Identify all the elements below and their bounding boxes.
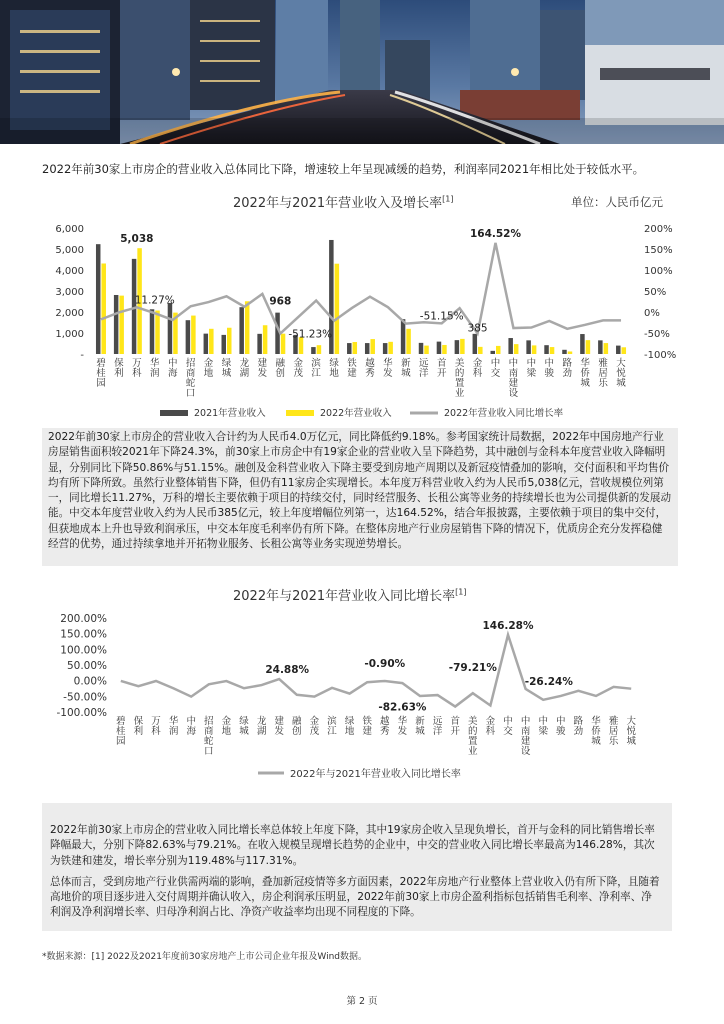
x-tick-label: 中交: [490, 358, 501, 379]
page-number: 第 2 页: [346, 996, 378, 1007]
x-tick-label: 滨江: [311, 358, 321, 379]
bar-2021: [526, 340, 531, 354]
legend-swatch-2021: [160, 410, 188, 416]
x-tick-label: 华侨城: [591, 716, 601, 747]
bar-2022: [496, 346, 501, 354]
bar-2022: [532, 345, 537, 354]
data-label: -82.63%: [378, 701, 427, 714]
bar-2021: [437, 342, 442, 354]
x-tick-label: 路劲: [562, 358, 572, 379]
x-tick-label: 绿城: [239, 716, 249, 737]
x-tick-label: 华侨城: [580, 358, 590, 389]
bar-2021: [150, 309, 155, 354]
bar-2022: [209, 329, 214, 354]
chart1-title: [233, 192, 454, 211]
legend-label: 2022年与2021年营业收入同比增长率: [290, 769, 461, 780]
x-tick-label: 绿地: [329, 358, 339, 379]
data-label: 11.27%: [134, 294, 175, 307]
intro-paragraph: 2022年前30家上市房企的营业收入总体同比下降，增速较上年呈现减缓的趋势，利润率同2021年相比处于较低水平。: [42, 162, 645, 176]
legend-label-2022: 2022年营业收入: [320, 408, 392, 419]
x-tick-label: 中梁: [538, 716, 548, 737]
bar-2022: [317, 345, 322, 354]
data-label: 24.88%: [265, 664, 310, 677]
bar-2021: [168, 303, 173, 354]
analysis-box-1: [42, 428, 678, 566]
data-label: 968: [269, 295, 292, 308]
y-right-tick-label: 100%: [644, 266, 673, 277]
growth-rate-line: [101, 243, 621, 334]
bar-2021: [96, 244, 101, 354]
data-label: -0.90%: [364, 657, 406, 670]
x-tick-label: 龙湖: [239, 358, 250, 379]
x-tick-label: 铁建: [347, 358, 357, 379]
x-tick-label: 越秀: [365, 358, 375, 379]
bar-2022: [263, 325, 268, 354]
x-tick-label: 雅居乐: [598, 358, 608, 389]
x-tick-label: 越秀: [380, 716, 390, 737]
x-tick-label: 碧桂园: [116, 716, 126, 747]
x-tick-label: 雅居乐: [608, 716, 619, 747]
x-tick-label: 招商蛇口: [185, 358, 196, 399]
data-label: 5,038: [120, 233, 154, 246]
bar-2022: [245, 301, 250, 354]
y-tick-label: 0.00%: [73, 675, 107, 688]
y-left-tick-label: 2,000: [55, 308, 84, 319]
chart1-footnote-mark: [1]: [442, 194, 454, 204]
bar-2022: [604, 343, 609, 354]
bar-2022: [119, 296, 124, 354]
x-tick-label: 绿地: [344, 716, 355, 737]
x-tick-label: 大悦城: [626, 716, 636, 747]
x-tick-label: 融创: [292, 716, 302, 737]
growth-rate-line-chart: [0, 603, 724, 788]
x-tick-label: 华润: [150, 358, 160, 379]
chart2-title-text: 2022年与2021年营业收入同比增长率: [233, 589, 456, 604]
legend-label-2021: 2021年营业收入: [194, 408, 266, 419]
bar-2022: [335, 264, 340, 354]
y-tick-label: -100.00%: [56, 707, 107, 719]
bar-2022: [514, 344, 519, 354]
data-label: -79.21%: [448, 662, 497, 675]
x-tick-label: 万科: [151, 716, 161, 737]
y-right-tick-label: -50%: [644, 329, 670, 340]
x-tick-label: 保利: [133, 716, 144, 737]
x-tick-label: 龙湖: [256, 716, 267, 737]
x-tick-label: 建发: [274, 716, 284, 737]
x-tick-label: 大悦城: [616, 358, 626, 389]
bar-2022: [622, 347, 627, 354]
x-tick-label: 金茂: [293, 358, 303, 379]
x-tick-label: 新城: [401, 358, 411, 379]
y-left-tick-label: 1,000: [55, 329, 84, 340]
y-right-tick-label: 200%: [644, 224, 673, 235]
bar-2021: [186, 320, 191, 354]
x-tick-label: 招商蛇口: [204, 716, 214, 757]
y-left-tick-label: -: [80, 350, 84, 361]
x-tick-label: 中梁: [526, 358, 537, 379]
bar-2022: [370, 339, 375, 354]
bar-2022: [442, 345, 447, 354]
chart2-title: [233, 585, 467, 604]
y-right-tick-label: 150%: [644, 245, 673, 256]
x-tick-label: 远洋: [419, 358, 429, 379]
bar-2021: [455, 340, 460, 354]
y-right-tick-label: 0%: [644, 308, 660, 319]
x-tick-label: 路劲: [573, 716, 584, 737]
bar-2022: [460, 339, 465, 354]
bar-2021: [383, 343, 388, 354]
chart1-title-text: 2022年与2021年营业收入及增长率: [233, 196, 443, 211]
bar-2022: [586, 340, 591, 354]
bar-2022: [281, 334, 286, 354]
bar-2021: [347, 343, 352, 354]
x-tick-label: 中骏: [556, 716, 566, 737]
x-tick-label: 中骏: [544, 358, 555, 379]
y-left-tick-label: 3,000: [55, 287, 84, 298]
x-tick-label: 金科: [485, 716, 496, 737]
x-tick-label: 金茂: [309, 716, 320, 737]
x-tick-label: 华发: [383, 358, 393, 379]
y-left-tick-label: 5,000: [55, 245, 84, 256]
analysis-box-1-text: 2022年前30家上市房企的营业收入合计约为人民币4.0万亿元，同比降低约9.18%。参考国家统计局数据，2022年中国房地产行业房屋销售面积较2021年下降24.3%，前30家上市房企中有19家企业的营业收入呈下降趋势，其中融创与金科本年度营业收入降幅明显，分别同比下降50.86%与51.15%。融创及金科营业收入下降主要受到房地产周期以及新冠疫情叠加的影响，交付面积和平均售价均有所下降所致。虽然行业整体销售下降，但仍有11家房企实现增长。本年度万科营业收入约为人民币5,038亿元，营收规模位列第一，同比增长11.27%，万科的增长主要依赖于项目的持续交付，同时经营服务、长租公寓等业务的持续增长也为公司提供新的发展动能。中交本年度营业收入约为人民币385亿元，较上年度增幅位列第一，达164.52%，结合年报披露，主要依赖于项目的集中交付，但获地成本上升也导致利润承压，中交本年度毛利率仍有所下降。在整体房地产行业房屋销售下降的情况下，优质房企充分发挥稳健经营的优势，通过持续拿地并开拓物业服务、长租公寓等业务实现逆势增长。: [48, 431, 672, 551]
growth-rate-line: [121, 635, 631, 707]
hero-city-photo: [0, 0, 724, 144]
x-tick-label: 保利: [114, 358, 124, 379]
x-tick-label: 金地: [221, 716, 232, 737]
bar-2021: [401, 319, 406, 354]
data-label: -51.23%: [288, 328, 333, 341]
bar-2021: [239, 307, 244, 354]
bar-2021: [508, 338, 513, 354]
bar-2022: [353, 342, 358, 354]
bar-2021: [544, 345, 549, 354]
bar-2022: [227, 328, 232, 354]
x-tick-label: 中海: [186, 716, 196, 737]
analysis-box-2: [42, 803, 672, 931]
y-right-tick-label: -100%: [644, 350, 677, 361]
x-tick-label: 首开: [450, 716, 460, 737]
x-tick-label: 铁建: [362, 716, 372, 737]
bar-2022: [191, 316, 196, 354]
bar-2021: [365, 343, 370, 354]
bar-2022: [101, 263, 106, 354]
x-tick-label: 中海: [167, 358, 178, 379]
x-tick-label: 金科: [472, 358, 483, 379]
bar-2021: [311, 347, 316, 354]
bar-2021: [114, 295, 119, 354]
x-tick-label: 万科: [132, 358, 142, 379]
bar-2022: [388, 342, 393, 354]
bar-2021: [598, 340, 603, 354]
x-tick-label: 融创: [275, 358, 286, 379]
bar-2022: [155, 311, 160, 354]
x-tick-label: 美的置业: [468, 716, 478, 757]
y-tick-label: 150.00%: [60, 628, 107, 641]
data-label: -26.24%: [524, 675, 573, 688]
bar-2022: [478, 347, 483, 354]
legend-label-growth: 2022年营业收入同比增长率: [444, 408, 564, 419]
bar-2021: [419, 343, 424, 354]
bar-2022: [550, 347, 555, 354]
y-left-tick-label: 4,000: [55, 266, 84, 277]
bar-2021: [616, 346, 621, 354]
bar-2021: [580, 334, 585, 354]
x-tick-label: 金地: [203, 358, 214, 379]
x-tick-label: 建发: [257, 358, 268, 379]
chart1-unit: 单位：人民币亿元: [571, 195, 663, 209]
bar-2022: [568, 351, 573, 354]
analysis-box-2-text-2: 总体而言，受到房地产行业供需两端的影响，叠加新冠疫情等多方面因素，2022年房地产行业整体上营业收入仍有所下降，且随着高地价的项目逐步进入交付周期并确认收入，房企利润承压明显，2022年前30家上市房企盈利指标包括销售毛利率、净利率、净利润及净利润增长率、归母净利润占比、净资产收益率均出现不同程度的下降。: [50, 875, 660, 919]
chart2-footnote-mark: [1]: [455, 587, 467, 597]
x-tick-label: 中交: [503, 716, 513, 737]
data-source-footnote: *数据来源：[1] 2022及2021年度前30家房地产上市公司企业年报及Wind数据。: [42, 952, 367, 962]
x-tick-label: 首开: [436, 358, 447, 379]
bar-2021: [491, 351, 496, 354]
bar-2021: [222, 335, 227, 354]
data-label: 385: [467, 322, 488, 335]
bar-2021: [204, 334, 209, 354]
y-tick-label: 100.00%: [60, 644, 107, 657]
bar-2021: [257, 334, 262, 354]
y-tick-label: 50.00%: [66, 660, 107, 672]
analysis-box-2-text-1: 2022年前30家上市房企的营业收入同比增长率总体较上年度下降，其中19家房企收入呈现负增长，首开与金科的同比销售增长率降幅最大，分别下降82.63%与79.21%。在收入规模呈现增长趋势的企业中，中交的营业收入同比增长率最高为146.28%，其次为铁建和建发，增长率分别为119.48%与117.31%。: [50, 824, 655, 867]
y-tick-label: -50.00%: [63, 691, 107, 704]
x-tick-label: 滨江: [327, 716, 337, 737]
x-tick-label: 远洋: [432, 716, 443, 737]
city-skyline-illustration: [0, 0, 724, 144]
y-tick-label: 200.00%: [60, 613, 107, 625]
data-label: 164.52%: [469, 227, 522, 240]
x-tick-label: 中南建设: [520, 716, 531, 757]
x-tick-label: 绿城: [221, 358, 232, 379]
bar-2021: [473, 334, 478, 354]
data-label: 146.28%: [482, 619, 534, 632]
revenue-combo-chart: [0, 214, 724, 434]
data-label: -51.15%: [419, 310, 464, 323]
x-tick-label: 新城: [415, 716, 425, 737]
bar-2022: [406, 329, 411, 354]
x-tick-label: 中南建设: [508, 358, 519, 399]
y-right-tick-label: 50%: [644, 287, 667, 298]
x-tick-label: 华发: [397, 716, 408, 737]
y-left-tick-label: 6,000: [55, 224, 84, 235]
legend-swatch-2022: [286, 410, 314, 416]
x-tick-label: 碧桂园: [96, 358, 106, 389]
bar-2021: [562, 350, 567, 354]
x-tick-label: 美的置业: [454, 358, 465, 399]
x-tick-label: 华润: [168, 716, 179, 737]
bar-2022: [424, 346, 429, 354]
